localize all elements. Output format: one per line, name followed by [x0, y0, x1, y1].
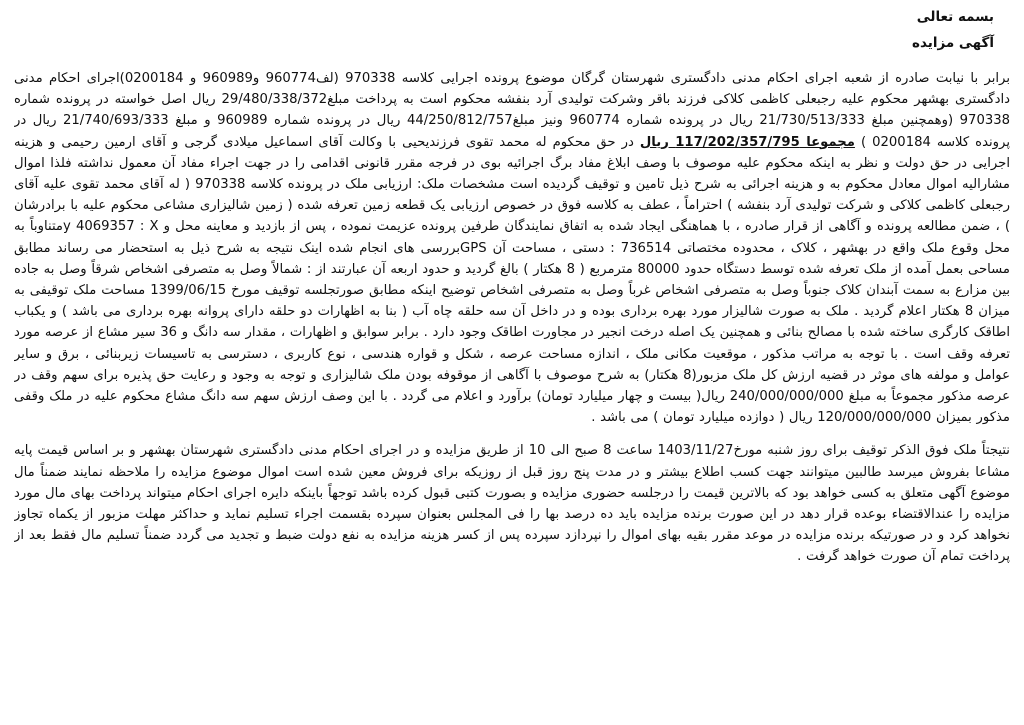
auction-terms-paragraph: نتیجتاً ملک فوق الذکر توقیف برای روز شنبه مورخ1403/11/27 ساعت 8 صبح الی 10 از طریق مزایده و در اجرای احکام مدنی دادگستری شهرستان بهشهر و بر اساس قیمت پایه مشاعا بفروش میرسد طالبین میتوانند جهت کسب اطلاع بیشتر و در مدت پنج روز قبل از روزیکه برای فروش معین شده است اموال موضوع مزایده را ملاحظه نمایند ضمناً مال موضوع آگهی متعلق به کسی خواهد بود که بالاترین قیمت را درجلسه حضوری مزایده و بصورت کتبی قبول کرده باشد توجهاً باینکه دایره اجرای احکام میتواند پرداخت بهای مال مورد مزایده را عندالاقتضاء بوعده قرار دهد در این صورت برنده مزایده باید ده درصد بها را فی المجلس بعنوان سپرده بقسمت اجراء تسلیم نماید و حداکثر مهلت مزبور از یکماه تجاوز نخواهد کرد و در صورتیکه برنده مزایده در موعد مقرر بقیه بهای اموال را نپردازد سپرده پس از کسر هزینه مزایده به نفع دولت ضبط و تجدید می گردد ضمناً تسلیم مال فقط بعد از پرداخت تمام آن صورت خواهد گرفت .	[14, 443, 1010, 565]
auction-notice-document	[14, 6, 1010, 720]
case-details-text-part-2: در حق محکوم له محمد تقوی فرزندیحیی با وکالت آقای اسماعیل میلادی گرجی و آقای ارمین رحیمی و هزینه اجرایی در حق دولت و نظر به اینکه محکوم علیه موصوف با وصف ابلاغ مفاد برگ اجرائیه بوی در فرجه مقرر قانونی اقدامی را در جهت اجراء مفاد آن معمول نداشته فلذا اموال مشارالیه اموال معادل محکوم به و هزینه اجرائی به شرح ذیل تامین و توقیف گردیده است مشخصات ملک: ارزیابی ملک در پرونده کلاسه 970338 ( له آقای محمد تقوی علیه آقای رجبعلی کاظمی کلاکی و شرکت تولیدی آرد بنفشه ) احتراماً ، عطف به کلاسه فوق در خصوص ارزیابی یک قطعه زمین تعرفه شده ( زمین شالیزاری مشاعی محکوم علیه با برادرشان ) ، ضمن مطالعه پرونده و آگاهی از قرار صادره ، با هماهنگی ایجاد شده به اتفاق نمایندگان طرفین پرونده عزیمت نموده ، پس از بازدید و معاینه محل و y 4069357 : Xمتناوباً به محل وقوع ملک واقع در بهشهر ، کلاک ، محدوده مختصاتی 736514 : دستی ، مساحت آن GPSبررسی های انجام شده اینک نتیجه به شرح ذیل به استحضار می رساند مطابق مساحی بعمل آمده از ملک تعرفه شده توسط دستگاه حدود 80000 مترمربع ( 8 هکتار ) بالغ گردید و حدود اربعه آن عبارتند از : شمالاً وصل به متصرفی اشخاص شرقاً وصل به جاده بین مزارع به سمت آبندان کلاک جنوباً وصل به متصرفی اشخاص غرباً وصل به متصرفی اشخاص توضیح اینکه مطابق صورتجلسه توقیف مورخ 1399/06/15 مساحت ملک توقیفی به میزان 8 هکتار اعلام گردید . ملک به صورت شالیزار مورد بهره برداری بوده و در داخل آن سه حلقه چاه آب ( بنا به اظهارات دو حلقه دارای پروانه بهره برداری می باشد ) و یکباب اطاقک کارگری ساخته شده با مصالح بنائی و همچنین یک اصله درخت انجیر در مجاورت اطاقک وجود دارد . برابر سوابق و اظهارات ، مقدار سه دانگ و 36 سیر مشاع از عرصه مورد تعرفه وقف است . با توجه به مراتب مذکور ، موقعیت مکانی ملک ، اندازه مساحت عرصه ، شکل و قواره هندسی ، نوع کاربری ، دسترسی به تاسیسات زیربنائی ، برق و سایر عوامل و مولفه های موثر در قضیه ارزش کل ملک مزبور(8 هکتار) به شرح موصوف با آگاهی از موقوفه بودن ملک شالیزاری و توجه به وجود و رعایت حق پذیره برای سهم وقف در عرصه مذکور مجموعاً به مبلغ 240/000/000/000 ریال( بیست و چهار میلیارد تومان) برآورد و اعلام می گردد . با این وصف ارزش سهم سه دانگ مشاع محکوم علیه در ملک وقفی مذکور بمیزان 120/000/000/000 ریال ( دوازده میلیارد تومان ) می باشد .	[14, 134, 1010, 426]
notice-title: آگهی مزایده	[912, 35, 994, 51]
spacer	[14, 54, 1010, 68]
basmala-heading: بسمه تعالی	[916, 9, 994, 25]
total-amount-text: مجموعا 117/202/357/795 ریال	[639, 134, 855, 150]
case-details-text-part-1: برابر با نیابت صادره از شعبه اجرای احکام مدنی دادگستری شهرستان گرگان موضوع پرونده اجرایی کلاسه 970338 (لف960774 و960989 و 0200184)اجرای احکام مدنی دادگستری بهشهر محکوم علیه رجبعلی کاظمی کلاکی فرزند باقر وشرکت تولیدی آرد بنفشه محکوم است به پرداخت مبلغ29/480/338/372 ریال اصل خواسته در پرونده شماره 970338 (وهمچنین مبلغ 21/730/513/333 ریال در پرونده شماره 960774 ونیز مبلغ44/250/812/757 ریال در پرونده شماره 960989 و مبلغ 21/740/693/333 ریال در پرونده کلاسه 0200184 )	[14, 71, 1010, 150]
case-details-paragraph	[14, 68, 1010, 428]
